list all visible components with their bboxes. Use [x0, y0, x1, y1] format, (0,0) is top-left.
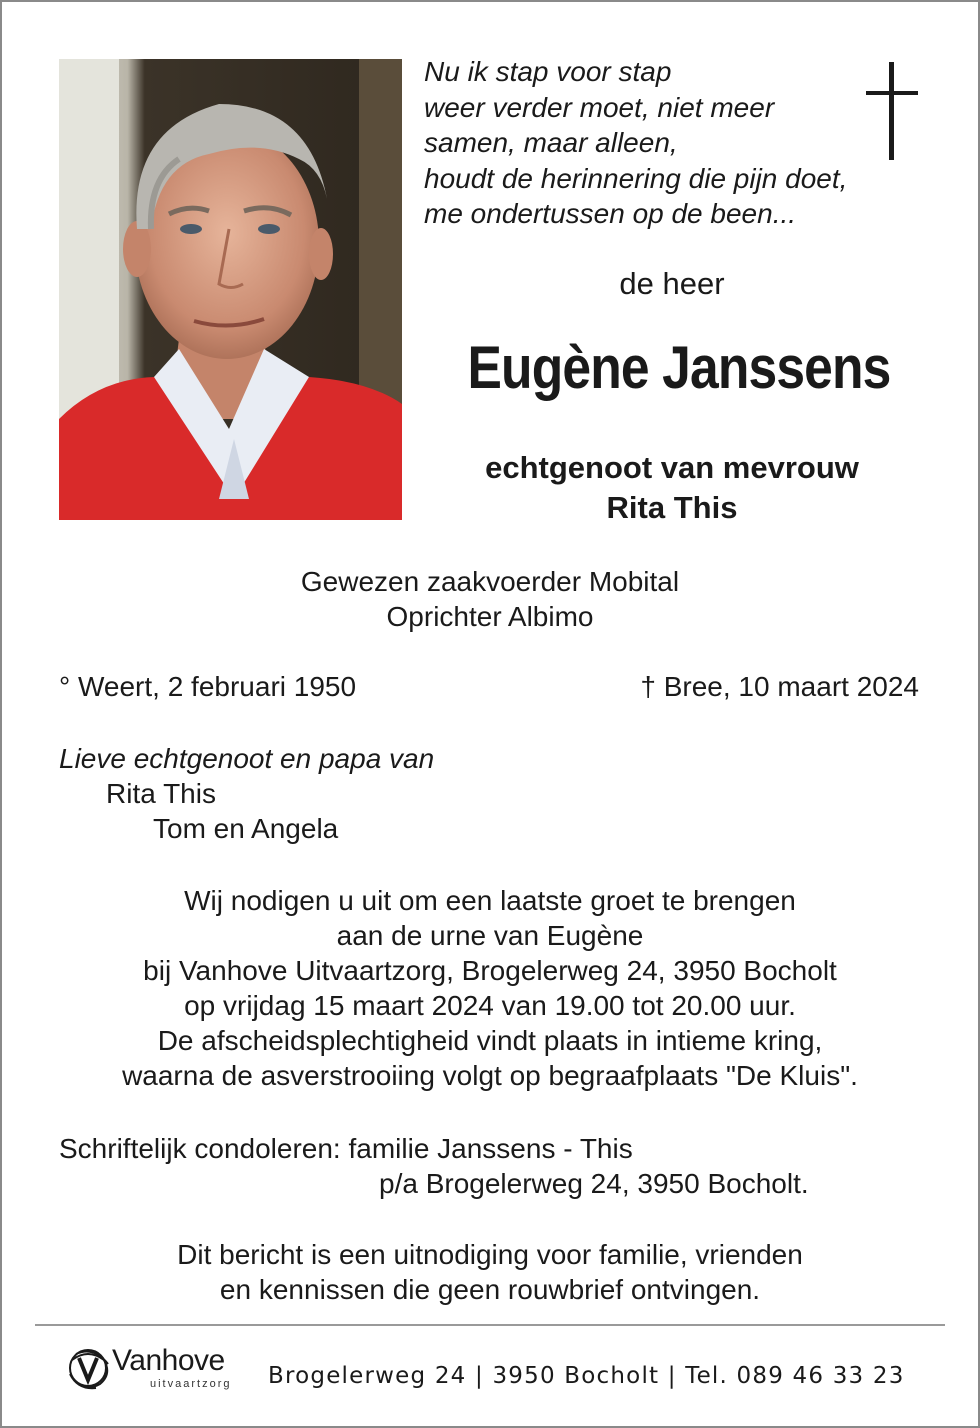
career-line: Oprichter Albimo — [386, 601, 594, 632]
invitation-line: op vrijdag 15 maart 2024 van 19.00 tot 20.00 uur. — [184, 990, 796, 1021]
poem-line: houdt de herinnering die pijn doet, — [424, 162, 848, 194]
family-member: Tom en Angela — [153, 813, 339, 844]
title-prefix: de heer — [619, 266, 725, 301]
spouse-relation — [424, 448, 920, 528]
poem-line: samen, maar alleen, — [424, 127, 678, 158]
condolences — [59, 1131, 809, 1201]
birth-date: ° Weert, 2 februari 1950 — [59, 671, 357, 702]
invitation-line: aan de urne van Eugène — [336, 920, 644, 951]
logo-name: Vanhove — [112, 1344, 225, 1377]
portrait-photo — [59, 59, 402, 520]
footer-divider — [35, 1324, 945, 1326]
relation-text: echtgenoot van mevrouw — [485, 450, 859, 485]
condolences-address: p/a Brogelerweg 24, 3950 Bocholt. — [379, 1168, 809, 1199]
poem-line: Nu ik stap voor stap — [424, 56, 672, 87]
poem-line: me ondertussen op de been... — [424, 198, 797, 229]
family-intro: Lieve echtgenoot en papa van — [59, 743, 435, 774]
invitation-line: waarna de asverstrooiing volgt op begraafplaats "De Kluis". — [122, 1060, 858, 1091]
deceased-name: Eugène Janssens — [467, 334, 891, 401]
invitation-line: Wij nodigen u uit om een laatste groet te brengen — [184, 885, 796, 916]
career — [0, 564, 980, 634]
notice-line: Dit bericht is een uitnodiging voor familie, vrienden — [177, 1239, 803, 1270]
spouse-name: Rita This — [606, 490, 738, 525]
poem — [424, 54, 864, 232]
invitation — [0, 883, 980, 1093]
footer-contact: Brogelerweg 24 | 3950 Bocholt | Tel. 089 46 33 23 — [268, 1363, 905, 1389]
career-line: Gewezen zaakvoerder Mobital — [300, 566, 680, 597]
logo-swirl-icon — [64, 1344, 116, 1392]
cross-icon — [862, 62, 922, 160]
condolences-line: Schriftelijk condoleren: familie Janssens - This — [59, 1133, 633, 1164]
invitation-line: De afscheidsplechtigheid vindt plaats in intieme kring, — [157, 1025, 823, 1056]
notice — [0, 1237, 980, 1307]
invitation-line: bij Vanhove Uitvaartzorg, Brogelerweg 24, 3950 Bocholt — [143, 955, 837, 986]
family-member: Rita This — [106, 778, 216, 809]
poem-line: weer verder moet, niet meer — [424, 91, 775, 123]
death-date: † Bree, 10 maart 2024 — [640, 671, 919, 702]
family — [59, 741, 434, 846]
notice-line: en kennissen die geen rouwbrief ontvingen. — [219, 1274, 761, 1305]
vanhove-logo — [64, 1342, 254, 1394]
logo-subtitle: uitvaartzorg — [150, 1378, 232, 1390]
